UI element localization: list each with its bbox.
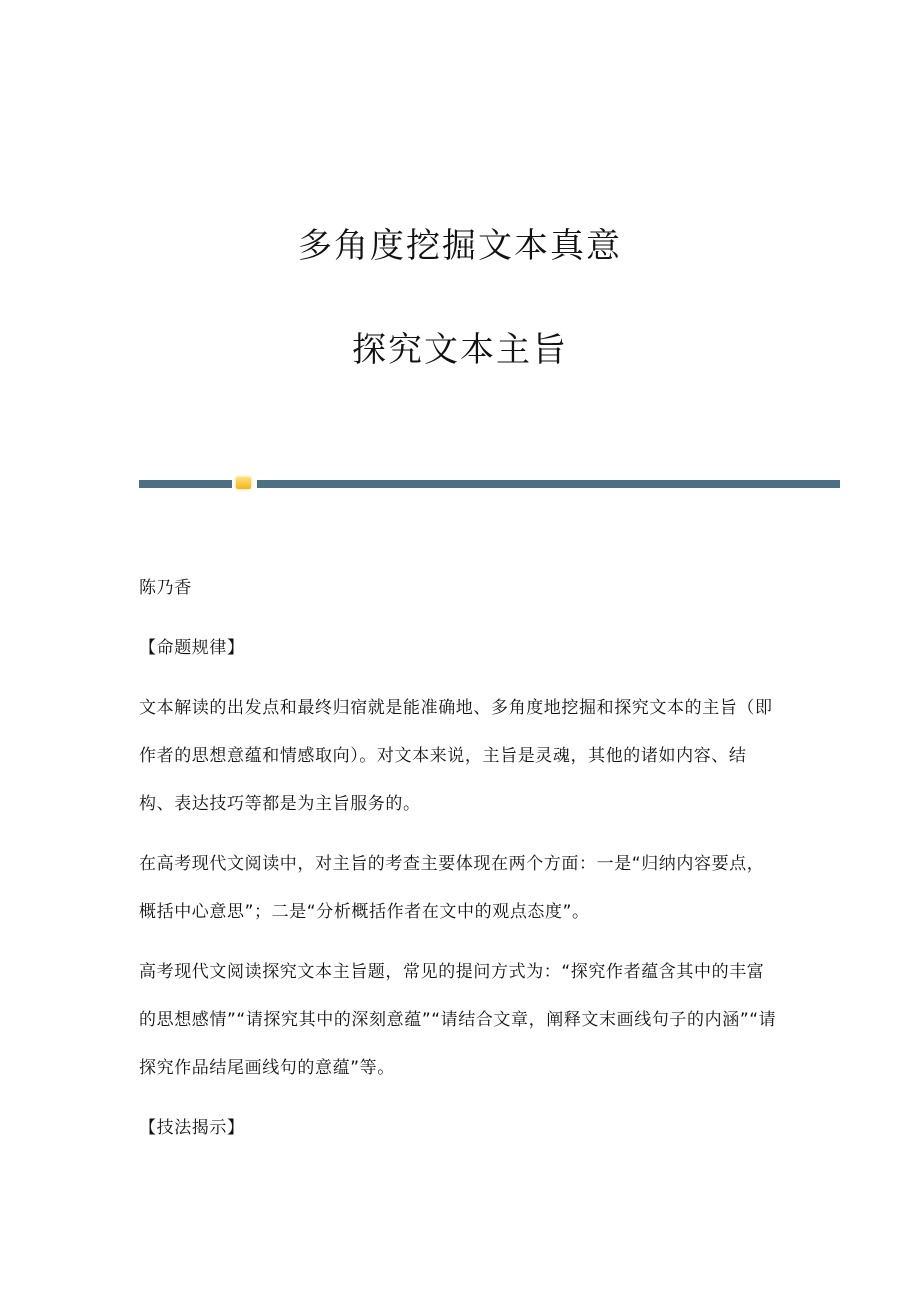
- author: 陈乃香: [139, 578, 192, 598]
- divider-left: [139, 480, 232, 488]
- divider-right: [257, 480, 840, 488]
- title-line-1: 多角度挖掘文本真意: [298, 226, 622, 266]
- paragraph: 文本解读的出发点和最终归宿就是能准确地、多角度地挖掘和探究文本的主旨（即作者的思想意蕴和情感取向）。对文本来说，主旨是灵魂，其他的诸如内容、结构、表达技巧等都是为主旨服务的。: [139, 698, 773, 814]
- ornament-icon: [236, 477, 251, 489]
- section-heading: 【技法揭示】: [139, 1118, 245, 1138]
- body-text: [139, 564, 779, 1164]
- title-line-2: 探究文本主旨: [352, 330, 568, 370]
- paragraph: 高考现代文阅读探究文本主旨题，常见的提问方式为：“探究作者蕴含其中的丰富的思想感情”“请探究其中的深刻意蕴”“请结合文章，阐释文末画线句子的内涵”“请探究作品结尾画线句的意蕴”等。: [139, 962, 777, 1078]
- paragraph: 在高考现代文阅读中，对主旨的考查主要体现在两个方面：一是“归纳内容要点，概括中心意思”；二是“分析概括作者在文中的观点态度”。: [139, 854, 765, 922]
- section-heading: 【命题规律】: [139, 638, 245, 658]
